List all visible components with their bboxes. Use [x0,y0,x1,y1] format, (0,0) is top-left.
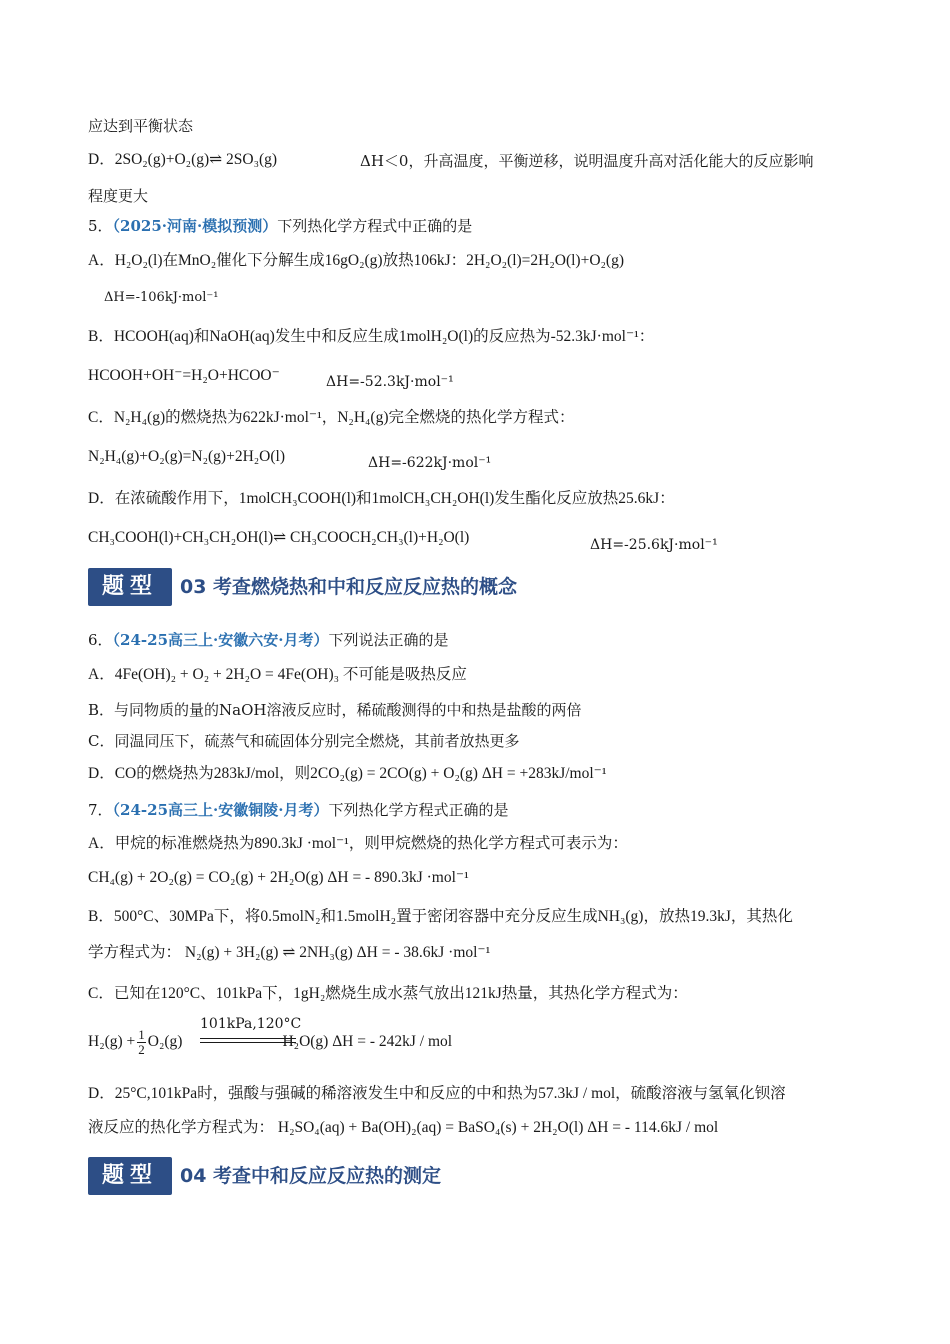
question-7-stem [88,799,870,821]
option-b-enthalpy: ΔH=-52.3kJ·mol⁻¹ [326,374,454,390]
reaction-arrow-line [200,1038,296,1039]
option-d-text: ΔH＜0，升高温度，平衡逆移，说明温度升高对活化能大的反应影响 [360,152,814,170]
text-line: 程度更大 [88,187,149,205]
reaction-arrow-line [200,1042,296,1043]
fraction [137,1028,146,1057]
section-tag: 题型 [88,568,172,606]
fraction-denominator: 2 [138,1042,145,1057]
question-number: 5． [88,217,113,235]
reaction-condition: 101kPa,120°C [200,1016,302,1032]
question-source: （2025·河南·模拟预测） [112,217,278,235]
option-c: C．已知在120°C、101kPa下，1gH₂燃烧生成水蒸气放出121kJ热量，其热化学方程式为： [88,985,688,1002]
option-b-equation: HCOOH+OH⁻=H₂O+HCOO⁻ [88,367,280,384]
option-d: D．25°C,101kPa时，强酸与强碱的稀溶液发生中和反应的中和热为57.3kJ / mol，硫酸溶液与氢氧化钡溶 [88,1085,786,1102]
option-a: A．H₂O₂(l)在MnO₂催化下分解生成16gO₂(g)放热106kJ：2H₂O₂(l)=2H₂O(l)+O₂(g) [88,252,624,269]
section-banner-04 [88,1157,688,1195]
option-c: C．同温同压下，硫蒸气和硫固体分别完全燃烧，其前者放热更多 [88,732,520,750]
fraction-numerator: 1 [138,1027,145,1042]
option-d-equation: CH₃COOH(l)+CH₃CH₂OH(l)⇌ CH₃COOCH₂CH₃(l)+H₂O(l) [88,529,470,546]
option-b: B．500°C、30MPa下，将0.5molN₂和1.5molH₂置于密闭容器中充分反应生成NH₃(g)，放热19.3kJ，其热化 [88,908,793,925]
option-a: A．甲烷的标准燃烧热为890.3kJ ·mol⁻¹，则甲烷燃烧的热化学方程式可表示为： [88,835,628,852]
question-number: 7． [88,801,113,819]
question-number: 6． [88,631,113,649]
option-c: C．N₂H₄(g)的燃烧热为622kJ·mol⁻¹，N₂H₄(g)完全燃烧的热化学方程式： [88,409,575,426]
question-5-stem [88,215,870,237]
question-text: 下列热化学方程式正确的是 [328,801,509,819]
question-source: （24-25高三上·安徽铜陵·月考） [112,801,329,819]
option-a-equation: CH₄(g) + 2O₂(g) = CO₂(g) + 2H₂O(g) ΔH = - 890.3kJ ·mol⁻¹ [88,869,469,886]
option-a-enthalpy: ΔH=-106kJ·mol⁻¹ [104,290,219,305]
option-a: A．4Fe(OH)₂ + O₂ + 2H₂O = 4Fe(OH)₃ 不可能是吸热反应 [88,666,467,683]
question-text: 下列说法正确的是 [328,631,449,649]
option-d: D．在浓硫酸作用下，1molCH₃COOH(l)和1molCH₃CH₂OH(l)发生酯化反应放热25.6kJ： [88,490,675,507]
option-d-equation: 液反应的热化学方程式为： H₂SO₄(aq) + Ba(OH)₂(aq) = BaSO₄(s) + 2H₂O(l) ΔH = - 114.6kJ / mol [88,1119,719,1136]
option-d-enthalpy: ΔH=-25.6kJ·mol⁻¹ [590,537,718,553]
question-6-stem [88,629,870,651]
option-d-equation: D．2SO₂(g)+O₂(g)⇌ 2SO₃(g) [88,151,278,168]
option-b: B．与同物质的量的NaOH溶液反应时，稀硫酸测得的中和热是盐酸的两倍 [88,701,582,719]
option-d: D．CO的燃烧热为283kJ/mol，则2CO₂(g) = 2CO(g) + O₂(g) ΔH = +283kJ/mol⁻¹ [88,765,607,782]
equation-left: H₂(g) + [88,1033,136,1051]
text-line: 应达到平衡状态 [88,117,194,135]
section-title: 03 考查燃烧热和中和反应反应热的概念 [180,576,518,598]
section-banner-03 [88,568,688,606]
option-c-equation: N₂H₄(g)+O₂(g)=N₂(g)+2H₂O(l) [88,448,286,465]
equation-right: H₂O(g) ΔH = - 242kJ / mol [282,1033,453,1051]
question-source: （24-25高三上·安徽六安·月考） [112,631,329,649]
equation-middle: O₂(g) [147,1033,183,1051]
option-b: B．HCOOH(aq)和NaOH(aq)发生中和反应生成1molH₂O(l)的反应热为-52.3kJ·mol⁻¹： [88,328,655,345]
section-tag: 题型 [88,1157,172,1195]
option-c-enthalpy: ΔH=-622kJ·mol⁻¹ [368,455,492,471]
section-title: 04 考查中和反应反应热的测定 [180,1165,442,1187]
question-text: 下列热化学方程式中正确的是 [277,217,473,235]
option-b-equation: 学方程式为： N₂(g) + 3H₂(g) ⇌ 2NH₃(g) ΔH = - 38.6kJ ·mol⁻¹ [88,944,491,961]
